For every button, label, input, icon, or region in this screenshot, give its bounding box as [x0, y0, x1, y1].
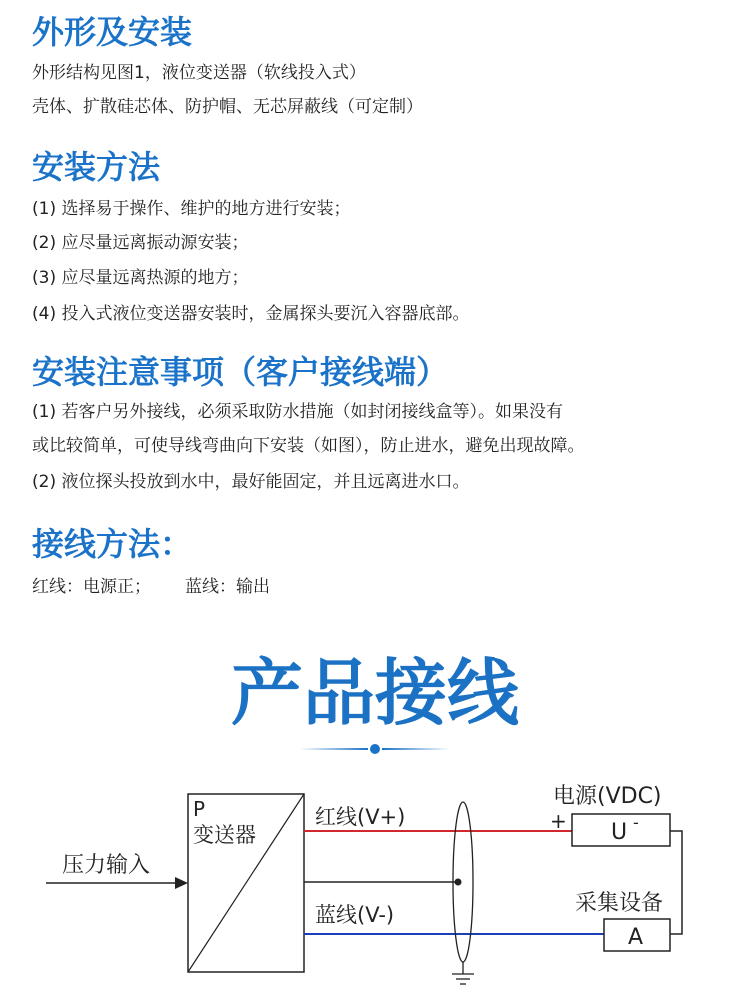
plus-sign: +: [550, 809, 567, 833]
right-connector-wire: [670, 831, 682, 934]
text-line: 或比较简单，可使导线弯曲向下安装（如图），防止进水，避免出现故障。: [32, 436, 585, 456]
text-line: (2) 液位探头投放到水中，最好能固定，并且远离进水口。: [32, 472, 470, 492]
text-line: 壳体、扩散硅芯体、防护帽、无芯屏蔽线（可定制）: [32, 97, 423, 117]
pressure-input-label: 压力输入: [62, 853, 151, 878]
power-supply-label: 电源(VDC): [553, 784, 662, 809]
section-title-install-notes: 安装注意事项（客户接线端）: [32, 353, 449, 391]
power-minus-sign: -: [633, 813, 639, 832]
text-line: (1) 若客户另外接线，必须采取防水措施（如封闭接线盒等）。如果没有: [32, 402, 563, 422]
section-title-install-method: 安装方法: [32, 148, 161, 186]
acquisition-device-label: 采集设备: [575, 891, 664, 916]
text-line: (2) 应尽量远离振动源安装；: [32, 233, 249, 253]
transmitter-p-label: P: [193, 797, 206, 821]
ammeter-a-label: A: [628, 925, 644, 950]
transmitter-diagonal: [188, 794, 304, 972]
text-line: (3) 应尽量远离热源的地方；: [32, 268, 249, 288]
red-wire-label: 红线(V+): [315, 805, 406, 829]
blue-wire-text: 蓝线：输出: [185, 577, 270, 597]
wiring-diagram: [0, 760, 750, 992]
junction-dot: [455, 879, 462, 886]
input-arrow-icon: [175, 877, 188, 889]
red-wire-text: 红线：电源正；: [32, 577, 151, 597]
blue-wire-label: 蓝线(V-): [315, 903, 395, 927]
title-underline-decoration: [300, 744, 450, 754]
power-u-label: U: [611, 820, 628, 845]
section-title-wiring-method: 接线方法：: [32, 525, 193, 563]
text-line: (4) 投入式液位变送器安装时，金属探头要沉入容器底部。: [32, 304, 470, 324]
section-title-shape-install: 外形及安装: [32, 13, 193, 51]
transmitter-label: 变送器: [193, 823, 256, 847]
ground-icon: [452, 974, 474, 984]
product-wiring-title: 产品接线: [230, 651, 519, 735]
text-line: 外形结构见图1，液位变送器（软线投入式）: [32, 63, 366, 83]
wiring-text-line: [32, 575, 270, 599]
text-line: (1) 选择易于操作、维护的地方进行安装；: [32, 199, 351, 219]
